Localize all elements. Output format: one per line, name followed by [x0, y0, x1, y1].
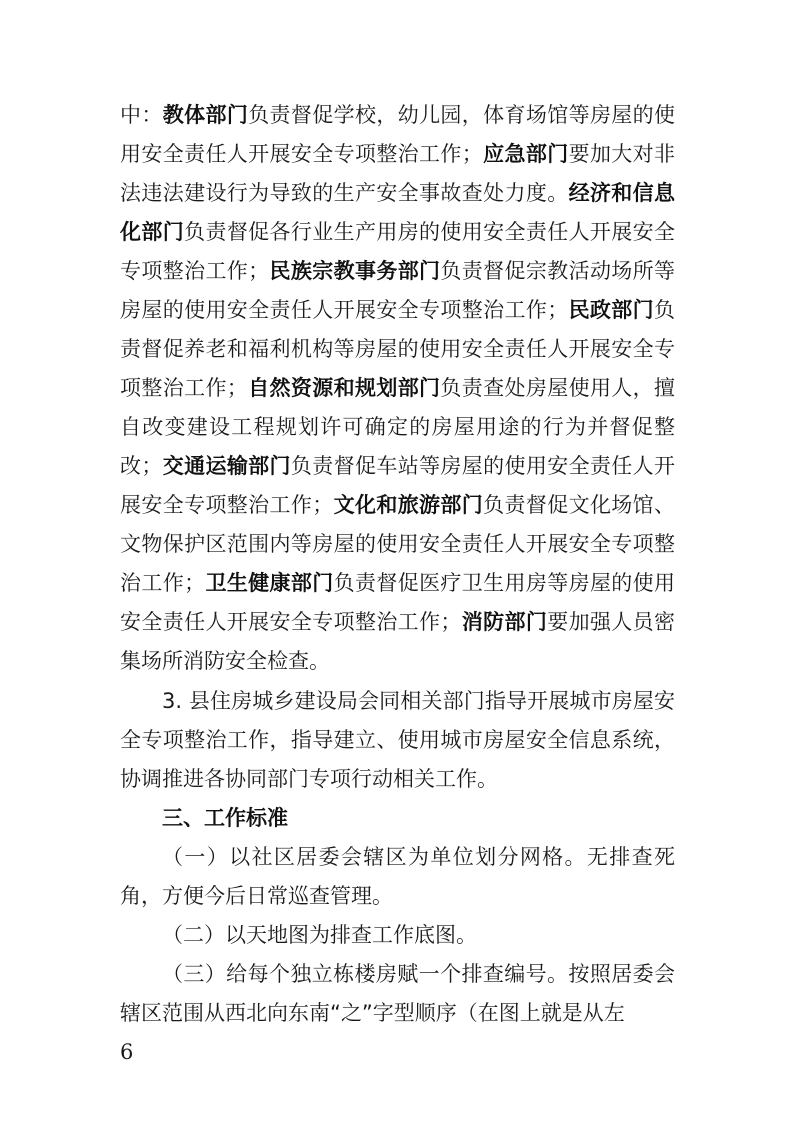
text-segment: 负责查处房屋使用人，擅自改变建设工程规划许可确定的房屋用途的行为并督促整改；: [120, 376, 676, 478]
dept-natural-resources-planning: 自然资源和规划部门: [247, 376, 441, 400]
page-number: 6: [120, 1040, 134, 1064]
dept-culture-tourism: 文化和旅游部门: [333, 493, 484, 517]
dept-education-sports: 教体部门: [162, 103, 249, 127]
document-body: [120, 96, 675, 1033]
dept-economy-informatization: 经济和信息化部门: [120, 181, 676, 244]
text-segment: 要加强人员密集场所消防安全检查。: [120, 610, 676, 673]
text-segment: 要加大对非法违法建设行为导致的生产安全事故查处力度。: [120, 142, 676, 205]
standard-item-2: （二）以天地图为排查工作底图。: [162, 923, 477, 947]
text-segment: 负责督促车站等房屋的使用安全责任人开展安全专项整治工作；: [120, 454, 676, 517]
text-segment: 负责督促文化场馆、文物保护区范围内等房屋的使用安全责任人开展安全专项整治工作；: [120, 493, 676, 595]
housing-bureau-paragraph: 3. 县住房城乡建设局会同相关部门指导开展城市房屋安全专项整治工作，指导建立、使用城市房屋安全信息系统，协调推进各协同部门专项行动相关工作。: [120, 689, 675, 791]
dept-fire-protection: 消防部门: [461, 610, 548, 634]
section-heading-work-standards: 三、工作标准: [162, 806, 288, 830]
department-responsibilities-paragraph: [120, 96, 675, 681]
standard-item-1: （一）以社区居委会辖区为单位划分网格。无排查死角，方便今后日常巡查管理。: [120, 845, 675, 908]
text-segment: 负责督促养老和福利机构等房屋的使用安全责任人开展安全专项整治工作；: [120, 298, 676, 400]
text-segment: 中：: [120, 103, 163, 127]
dept-transportation: 交通运输部门: [162, 454, 291, 478]
dept-civil-affairs: 民政部门: [568, 298, 655, 322]
dept-ethnic-religious-affairs: 民族宗教事务部门: [269, 259, 441, 283]
standard-item-3: （三）给每个独立栋楼房赋一个排查编号。按照居委会辖区范围从西北向东南“之”字型顺序（在图上就是从左: [120, 962, 675, 1025]
dept-health: 卫生健康部门: [205, 571, 334, 595]
text-segment: 负责督促学校，幼儿园，体育场馆等房屋的使用安全责任人开展安全专项整治工作；: [120, 103, 676, 166]
text-segment: 负责督促各行业生产用房的使用安全责任人开展安全专项整治工作；: [120, 220, 676, 283]
text-segment: 负责督促宗教活动场所等房屋的使用安全责任人开展安全专项整治工作；: [120, 259, 676, 322]
text-segment: 负责督促医疗卫生用房等房屋的使用安全责任人开展安全专项整治工作；: [120, 571, 676, 634]
dept-emergency: 应急部门: [482, 142, 569, 166]
